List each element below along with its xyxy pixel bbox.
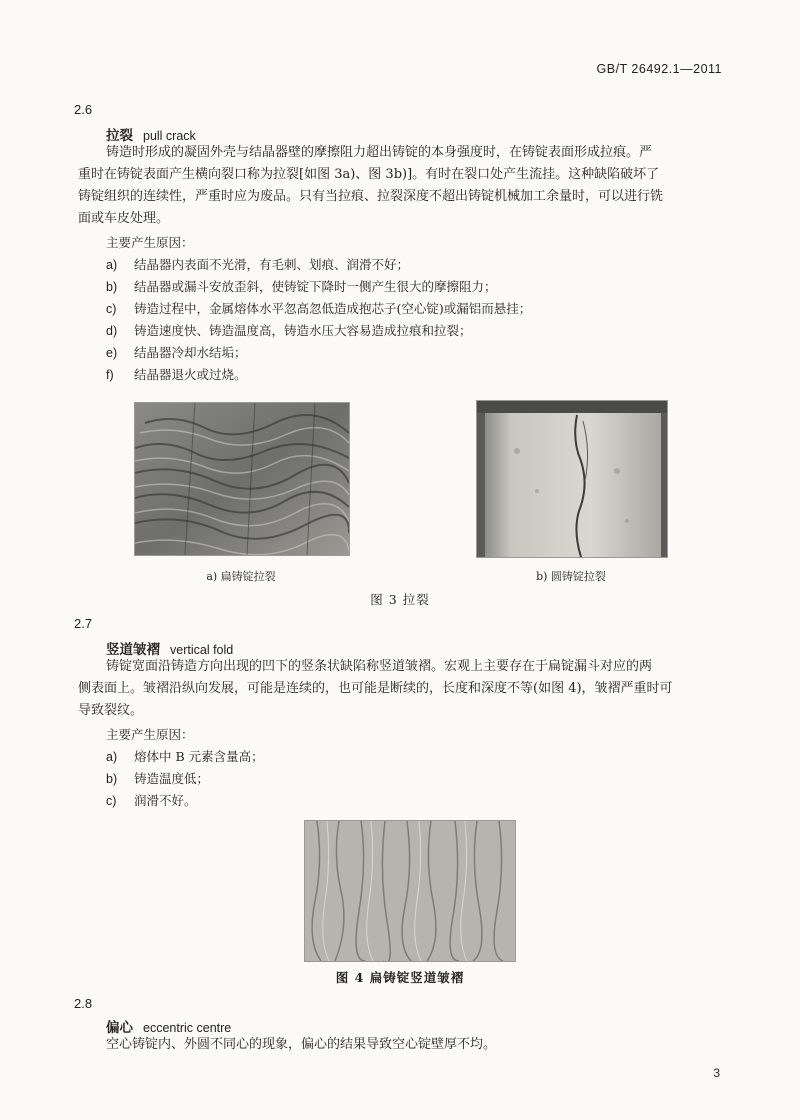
definition-line: 导致裂纹。 [78, 703, 144, 718]
definition-2-6 [78, 142, 728, 230]
list-item: c) 润滑不好。 [106, 793, 197, 808]
standard-number: GB/T 26492.1—2011 [596, 62, 722, 76]
list-item: d) 铸造速度快、铸造温度高，铸造水压大容易造成拉痕和拉裂； [106, 323, 472, 338]
definition-line: 空心铸锭内、外圆不同心的现象，偏心的结果导致空心锭壁厚不均。 [106, 1037, 497, 1052]
term-vertical-fold [106, 638, 233, 658]
photo-flat-ingot-pull-crack [134, 402, 350, 556]
term-en: pull crack [143, 129, 196, 143]
causes-2-6 [106, 232, 531, 386]
definition-line: 重时在铸锭表面产生横向裂口称为拉裂[如图 3a)、图 3b)]。有时在裂口处产生流挂。这种缺陷破坏了 [78, 167, 660, 182]
figure-4-title: 图 4 扁铸锭竖道皱褶 [335, 970, 465, 985]
definition-line: 铸造时形成的凝固外壳与结晶器壁的摩擦阻力超出铸锭的本身强度时，在铸锭表面形成拉痕。严 [106, 145, 653, 160]
definition-2-8 [106, 1034, 728, 1056]
page-number: 3 [713, 1066, 720, 1080]
term-en: vertical fold [170, 643, 234, 657]
causes-title: 主要产生原因： [106, 235, 194, 250]
figure-3b-caption: b) 圆铸锭拉裂 [536, 570, 606, 583]
causes-2-7 [106, 724, 264, 812]
definition-line: 面或车皮处理。 [78, 211, 170, 226]
definition-line: 侧表面上。皱褶沿纵向发展，可能是连续的，也可能是断续的，长度和深度不等(如图 4)，皱褶严重时可 [78, 681, 673, 696]
section-number-2-8: 2.8 [74, 996, 93, 1011]
figure-3a-caption: a) 扁铸锭拉裂 [206, 570, 276, 583]
definition-2-7 [78, 656, 728, 722]
photo-vertical-fold [304, 820, 516, 962]
term-cn: 竖道皱褶 [106, 642, 160, 658]
term-cn: 偏心 [106, 1020, 133, 1036]
list-item: c) 铸造过程中，金属熔体水平忽高忽低造成抱芯子(空心锭)或漏铝而悬挂； [106, 301, 532, 316]
list-item: f) 结晶器退火或过烧。 [106, 367, 247, 382]
term-en: eccentric centre [143, 1021, 232, 1035]
section-number-2-7: 2.7 [74, 616, 93, 631]
photo-round-ingot-pull-crack [476, 400, 668, 558]
term-eccentric-centre [106, 1016, 231, 1036]
term-cn: 拉裂 [106, 128, 133, 144]
definition-line: 铸锭组织的连续性，严重时应为废品。只有当拉痕、拉裂深度不超出铸锭机械加工余量时，可以进行铣 [78, 189, 664, 204]
figure-3-title: 图 3 拉裂 [370, 592, 430, 607]
list-item: a) 熔体中 B 元素含量高； [106, 749, 264, 764]
definition-line: 铸锭宽面沿铸造方向出现的凹下的竖条状缺陷称竖道皱褶。宏观上主要存在于扁锭漏斗对应的两 [106, 659, 653, 674]
list-item: b) 铸造温度低； [106, 771, 210, 786]
list-item: a) 结晶器内表面不光滑，有毛刺、划痕、润滑不好； [106, 257, 410, 272]
list-item: e) 结晶器冷却水结垢； [106, 345, 247, 360]
list-item: b) 结晶器或漏斗安放歪斜，使铸锭下降时一侧产生很大的摩擦阻力； [106, 279, 497, 294]
section-number-2-6: 2.6 [74, 102, 93, 117]
causes-title: 主要产生原因： [106, 727, 194, 742]
term-pull-crack [106, 124, 196, 144]
